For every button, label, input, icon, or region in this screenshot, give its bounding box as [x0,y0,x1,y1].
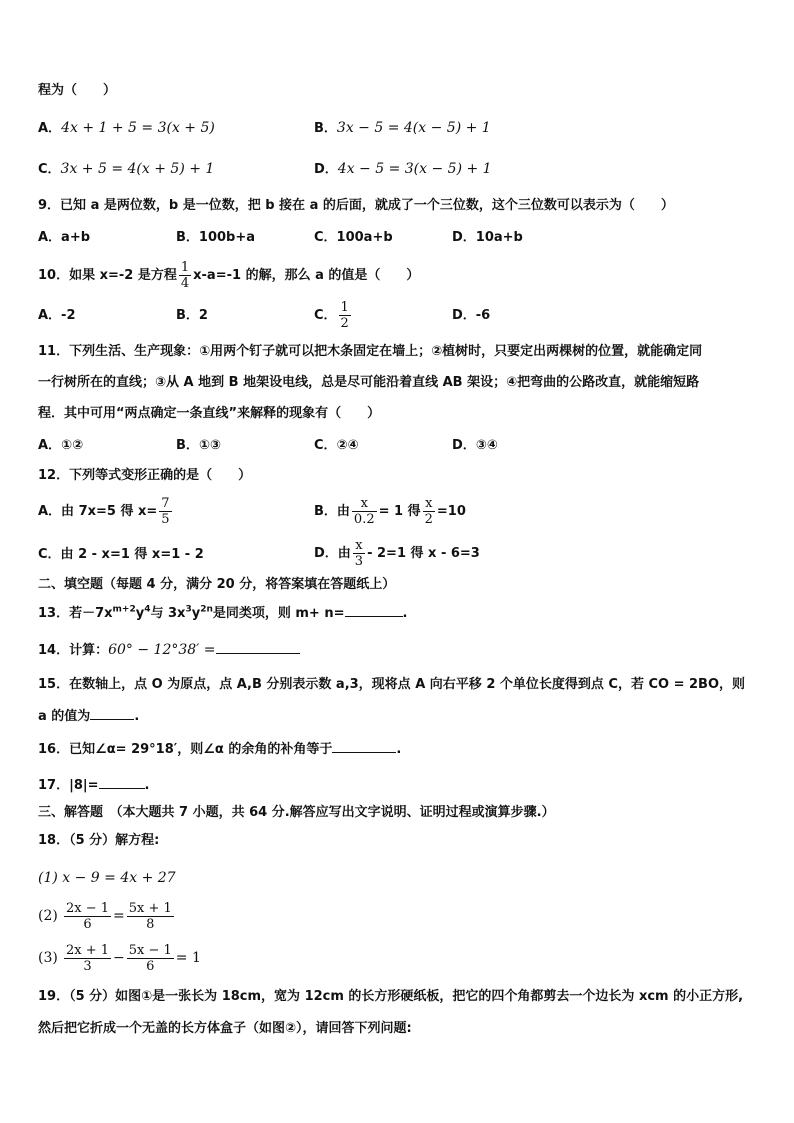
q13-pre: 13．若－7x [38,606,113,621]
q12-stem: 12．下列等式变形正确的是（ ） [38,468,252,483]
q10-stem [38,258,419,294]
q8-option-c [38,160,214,179]
q13-sup-2: 4 [144,604,151,615]
q12-option-b-pre: B．由 [314,504,350,519]
q8-option-d-letter: D． [314,162,338,177]
q12-option-d-fraction [353,538,365,569]
q18-part-2-den-1: 6 [83,917,92,932]
q12-option-d-den: 3 [354,554,364,569]
q8-option-b-expr: 3x − 5 = 4(x − 5) + 1 [336,120,491,136]
q12-option-a [38,494,174,530]
q13-answer-blank[interactable] [345,603,403,617]
q12-option-b-den-2: 2 [424,512,433,527]
q13-post: 是同类项，则 m+ n= [212,606,345,621]
q12-option-b-num-2: x [423,496,435,512]
q13-mid-2: 与 3x [150,606,186,621]
q18-part-3-op: − [113,950,125,966]
q11-line-3: 程．其中可用“两点确定一条直线”来解释的现象有（ ） [38,406,381,421]
q14-expression: 60° − 12°38′ = [108,642,216,658]
q13-mid-3: y [191,606,201,621]
q12-option-b-mid: = 1 得 [378,504,421,519]
q11-option-d: D．③④ [452,438,498,453]
q14-stem [38,640,300,660]
q18-part-2-num-1: 2x − 1 [65,901,110,916]
q12-option-b-fraction-1 [352,496,377,527]
q18-part-2-fraction-1 [64,901,111,932]
q10-option-c-fraction [339,300,351,331]
q18-part-3 [38,940,201,977]
q16-text: 16．已知∠α= 29°18′，则∠α 的余角的补角等于 [38,742,333,757]
q18-part-1: (1) x − 9 = 4x + 27 [38,870,176,886]
q8-option-a-expr: 4x + 1 + 5 = 3(x + 5) [61,120,215,136]
q14-answer-blank[interactable] [216,640,300,654]
q15-answer-blank[interactable] [90,706,134,720]
q11-option-b: B．①③ [176,438,221,453]
q11-line-1: 11．下列生活、生产现象：①用两个钉子就可以把木条固定在墙上；②植树时，只要定出两棵树的位置，就能确定同 [38,344,703,359]
q12-option-d-num: x [353,538,365,554]
q18-part-3-fraction-1 [64,943,111,974]
q18-part-2-den-2: 8 [146,917,155,932]
q12-option-a-num: 7 [161,496,170,511]
q12-option-b-num-1: x [352,496,377,512]
q10-fraction-num: 1 [180,260,190,275]
q18-stem: 18．（5 分）解方程: [38,833,160,848]
q10-option-b: B．2 [176,308,208,323]
section-2-heading: 二、填空题（每题 4 分，满分 20 分，将答案填在答题纸上） [38,577,396,592]
q12-option-c: C．由 2 - x=1 得 x=1 - 2 [38,547,204,562]
q9-option-d: D．10a+b [452,230,523,245]
q18-part-2 [38,898,176,935]
q10-fraction [179,260,191,291]
q12-option-a-fraction [159,496,171,527]
q10-option-a: A．-2 [38,308,76,323]
q9-stem: 9．已知 a 是两位数，b 是一位数，把 b 接在 a 的后面，就成了一个三位数，这个三位数可以表示为（ ） [38,198,674,213]
q8-option-b-letter: B． [314,121,337,136]
q9-option-c: C．100a+b [314,230,393,245]
q15-line-2-text: a 的值为 [38,709,91,724]
q8-option-d-expr: 4x − 5 = 3(x − 5) + 1 [337,161,492,177]
q18-part-2-label: (2) [38,908,58,924]
q18-part-3-num-1: 2x + 1 [65,943,110,958]
q18-part-3-eq: = 1 [175,950,201,966]
q10-option-c-num: 1 [340,300,349,315]
section-3-heading: 三、解答题 （本大题共 7 小题，共 64 分.解答应写出文字说明、证明过程或演算步骤.） [38,805,555,820]
q8-option-b [314,119,491,138]
q11-option-a: A．①② [38,438,84,453]
q15-line-1: 15．在数轴上，点 O 为原点，点 A,B 分别表示数 a,3，现将点 A 向右平移 2 个单位长度得到点 C，若 CO = 2BO，则 [38,677,746,692]
q12-option-d-pre: D．由 [314,546,351,561]
q12-option-d [314,536,480,572]
q10-stem-pre: 10．如果 x=-2 是方程 [38,268,177,283]
q11-option-c: C．②④ [314,438,359,453]
q19-line-1: 19．（5 分）如图①是一张长为 18cm，宽为 12cm 的长方形硬纸板，把它的四个角都剪去一个边长为 xcm 的小正方形, [38,989,744,1004]
q10-option-c-den: 2 [340,316,349,331]
q18-part-3-den-2: 6 [146,959,155,974]
q19-line-2: 然后把它折成一个无盖的长方体盒子（如图②），请回答下列问题: [38,1021,412,1036]
q11-line-2: 一行树所在的直线；③从 A 地到 B 地架设电线，总是尽可能沿着直线 AB 架设；④把弯曲的公路改直，就能缩短路 [38,375,700,390]
q18-part-2-eq: = [113,908,125,924]
q18-part-2-fraction-2 [127,901,174,932]
q12-option-a-den: 5 [161,512,170,527]
q18-part-3-den-1: 3 [83,959,92,974]
q13-sup-4: 2n [200,604,213,615]
q13-sup-1: m+2 [112,604,136,615]
q12-option-b [314,494,466,530]
q13-sup-3: 3 [185,604,192,615]
q8-stem-tail: 程为（ ） [38,83,117,98]
q8-option-c-expr: 3x + 5 = 4(x + 5) + 1 [60,161,215,177]
q10-option-c [314,298,353,334]
q8-option-a-letter: A． [38,121,62,136]
q17-text: 17．|8|= [38,778,99,793]
q12-option-a-pre: A．由 7x=5 得 x= [38,504,158,519]
q10-fraction-den: 4 [180,276,190,291]
q13-mid-1: y [135,606,145,621]
q16-stem: 16．已知∠α= 29°18′，则∠α 的余角的补角等于 . [38,739,401,759]
q8-option-d [314,160,492,179]
q18-part-2-num-2: 5x + 1 [128,901,172,916]
q17-answer-blank[interactable] [99,775,145,789]
q14-pre: 14．计算： [38,643,109,658]
q18-part-3-fraction-2 [127,943,174,974]
q8-option-c-letter: C． [38,162,61,177]
q9-option-a: A．a+b [38,230,91,245]
q10-option-d: D．-6 [452,308,491,323]
q9-option-b: B．100b+a [176,230,256,245]
q8-option-a [38,119,215,138]
q13-stem: 13．若$-7x^{m+2}y^4$与 $3x^3y^{2n}$是同类项，则 m+ n= . [38,604,408,621]
q18-part-3-num-2: 5x − 1 [128,943,172,958]
q15-line-2: a 的值为 . [38,706,139,726]
q17-stem: 17．|8|= . [38,775,149,795]
q12-option-b-den-1: 0.2 [353,512,375,527]
q10-stem-post: x-a=-1 的解，那么 a 的值是（ ） [193,268,420,283]
q12-option-b-fraction-2 [423,496,435,527]
q12-option-d-post: - 2=1 得 x - 6=3 [367,546,480,561]
q10-option-c-letter: C． [314,308,337,323]
q16-answer-blank[interactable] [332,739,396,753]
q12-option-b-post: =10 [436,504,466,519]
q18-part-3-label: (3) [38,950,58,966]
